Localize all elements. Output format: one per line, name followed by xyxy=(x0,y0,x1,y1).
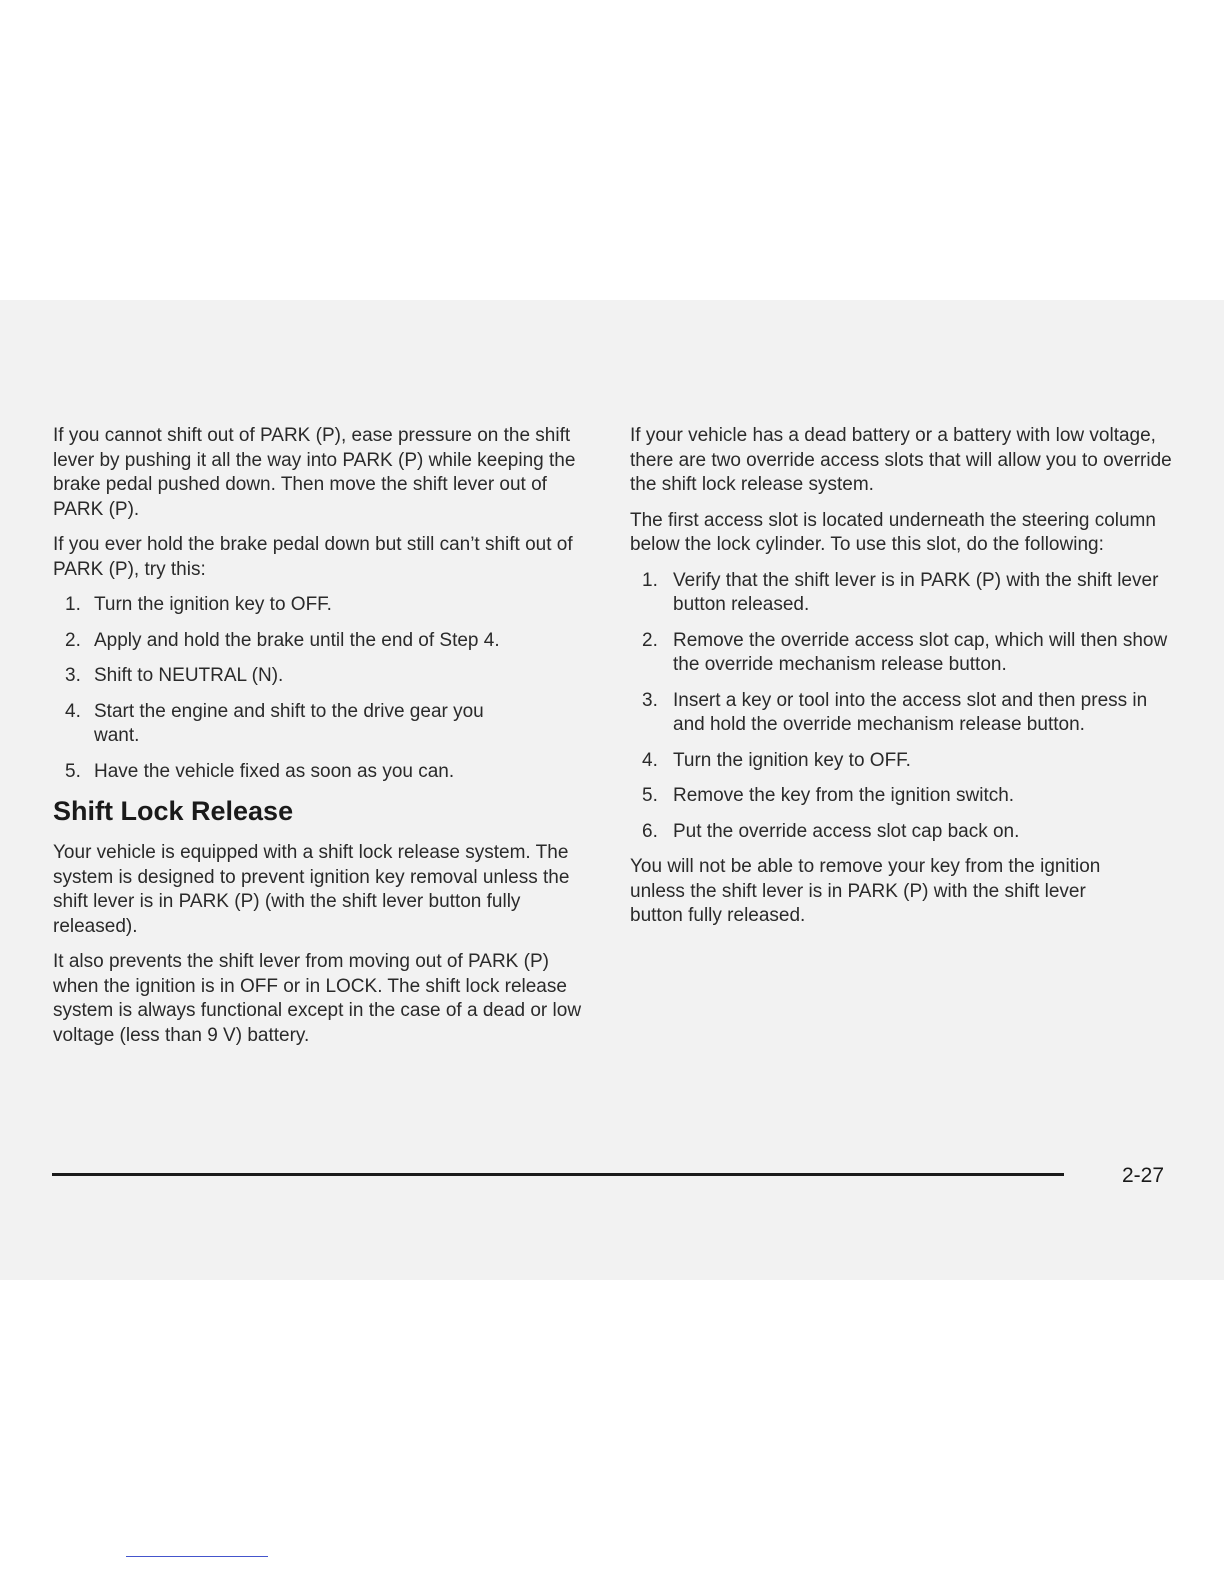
step-text: Shift to NEUTRAL (N). xyxy=(94,665,284,686)
step-number: 2. xyxy=(642,629,658,651)
step-text: Remove the override access slot cap, which will then show the override mechanism release button. xyxy=(673,629,1168,675)
step-text: Apply and hold the brake until the end of Step 4. xyxy=(94,629,500,651)
step-number: 4. xyxy=(642,749,658,771)
footer-rule xyxy=(52,1173,1064,1176)
step-number: 3. xyxy=(65,665,81,686)
left-column xyxy=(53,424,598,1059)
list-item xyxy=(630,569,1175,618)
list-item xyxy=(53,629,598,654)
bottom-divider xyxy=(126,1556,268,1557)
step-text: Insert a key or tool into the access slot and then press in and hold the override mechanism release button. xyxy=(673,689,1148,735)
right-steps-list xyxy=(630,569,1175,845)
list-item xyxy=(53,700,598,749)
step-number: 1. xyxy=(65,594,81,615)
step-text: Verify that the shift lever is in PARK (P) with the shift lever button released. xyxy=(673,569,1159,615)
list-item xyxy=(630,784,1175,809)
list-item xyxy=(53,593,598,618)
list-item xyxy=(630,689,1175,738)
left-section-paragraph-2: It also prevents the shift lever from moving out of PARK (P) when the ignition is in OFF or in LOCK. The shift lock release system is always functional except in the case of a dead or low voltage (less than 9 V) battery. xyxy=(53,951,582,1046)
left-intro-paragraph-2: If you ever hold the brake pedal down but still can’t shift out of PARK (P), try this: xyxy=(53,534,573,580)
left-section-paragraph-1: Your vehicle is equipped with a shift lock release system. The system is designed to prevent ignition key removal unless the shift lever is in PARK (P) (with the shift lever button fully released). xyxy=(53,842,570,937)
list-item xyxy=(53,760,598,785)
page-number: 2-27 xyxy=(1121,1164,1164,1187)
list-item xyxy=(630,749,1175,774)
step-number: 4. xyxy=(65,700,81,722)
right-intro-paragraph-1: If your vehicle has a dead battery or a battery with low voltage, there are two override access slots that will allow you to override the shift lock release system. xyxy=(630,425,1172,495)
step-number: 1. xyxy=(642,569,658,591)
step-text: Turn the ignition key to OFF. xyxy=(94,594,332,615)
left-steps-list xyxy=(53,593,598,784)
right-column xyxy=(630,424,1175,940)
step-text: Start the engine and shift to the drive gear you want. xyxy=(94,700,484,746)
list-item xyxy=(53,664,598,689)
step-text: Turn the ignition key to OFF. xyxy=(673,749,911,771)
right-intro-paragraph-2: The first access slot is located underneath the steering column below the lock cylinder. To use this slot, do the following: xyxy=(630,509,1156,555)
left-intro-paragraph-1: If you cannot shift out of PARK (P), ease pressure on the shift lever by pushing it all the way into PARK (P) while keeping the brake pedal pushed down. Then move the shift lever out of PARK (P). xyxy=(53,425,576,520)
step-number: 3. xyxy=(642,689,658,711)
step-number: 5. xyxy=(642,785,658,806)
step-text: Put the override access slot cap back on. xyxy=(673,820,1020,842)
step-text: Have the vehicle fixed as soon as you can. xyxy=(94,760,455,782)
step-number: 6. xyxy=(642,820,658,842)
right-closing-paragraph: You will not be able to remove your key from the ignition unless the shift lever is in PARK (P) with the shift lever button fully released. xyxy=(630,856,1101,926)
step-number: 5. xyxy=(65,760,81,782)
step-text: Remove the key from the ignition switch. xyxy=(673,785,1015,806)
step-number: 2. xyxy=(65,629,81,651)
list-item xyxy=(630,820,1175,845)
list-item xyxy=(630,629,1175,678)
section-heading: Shift Lock Release xyxy=(53,796,294,826)
